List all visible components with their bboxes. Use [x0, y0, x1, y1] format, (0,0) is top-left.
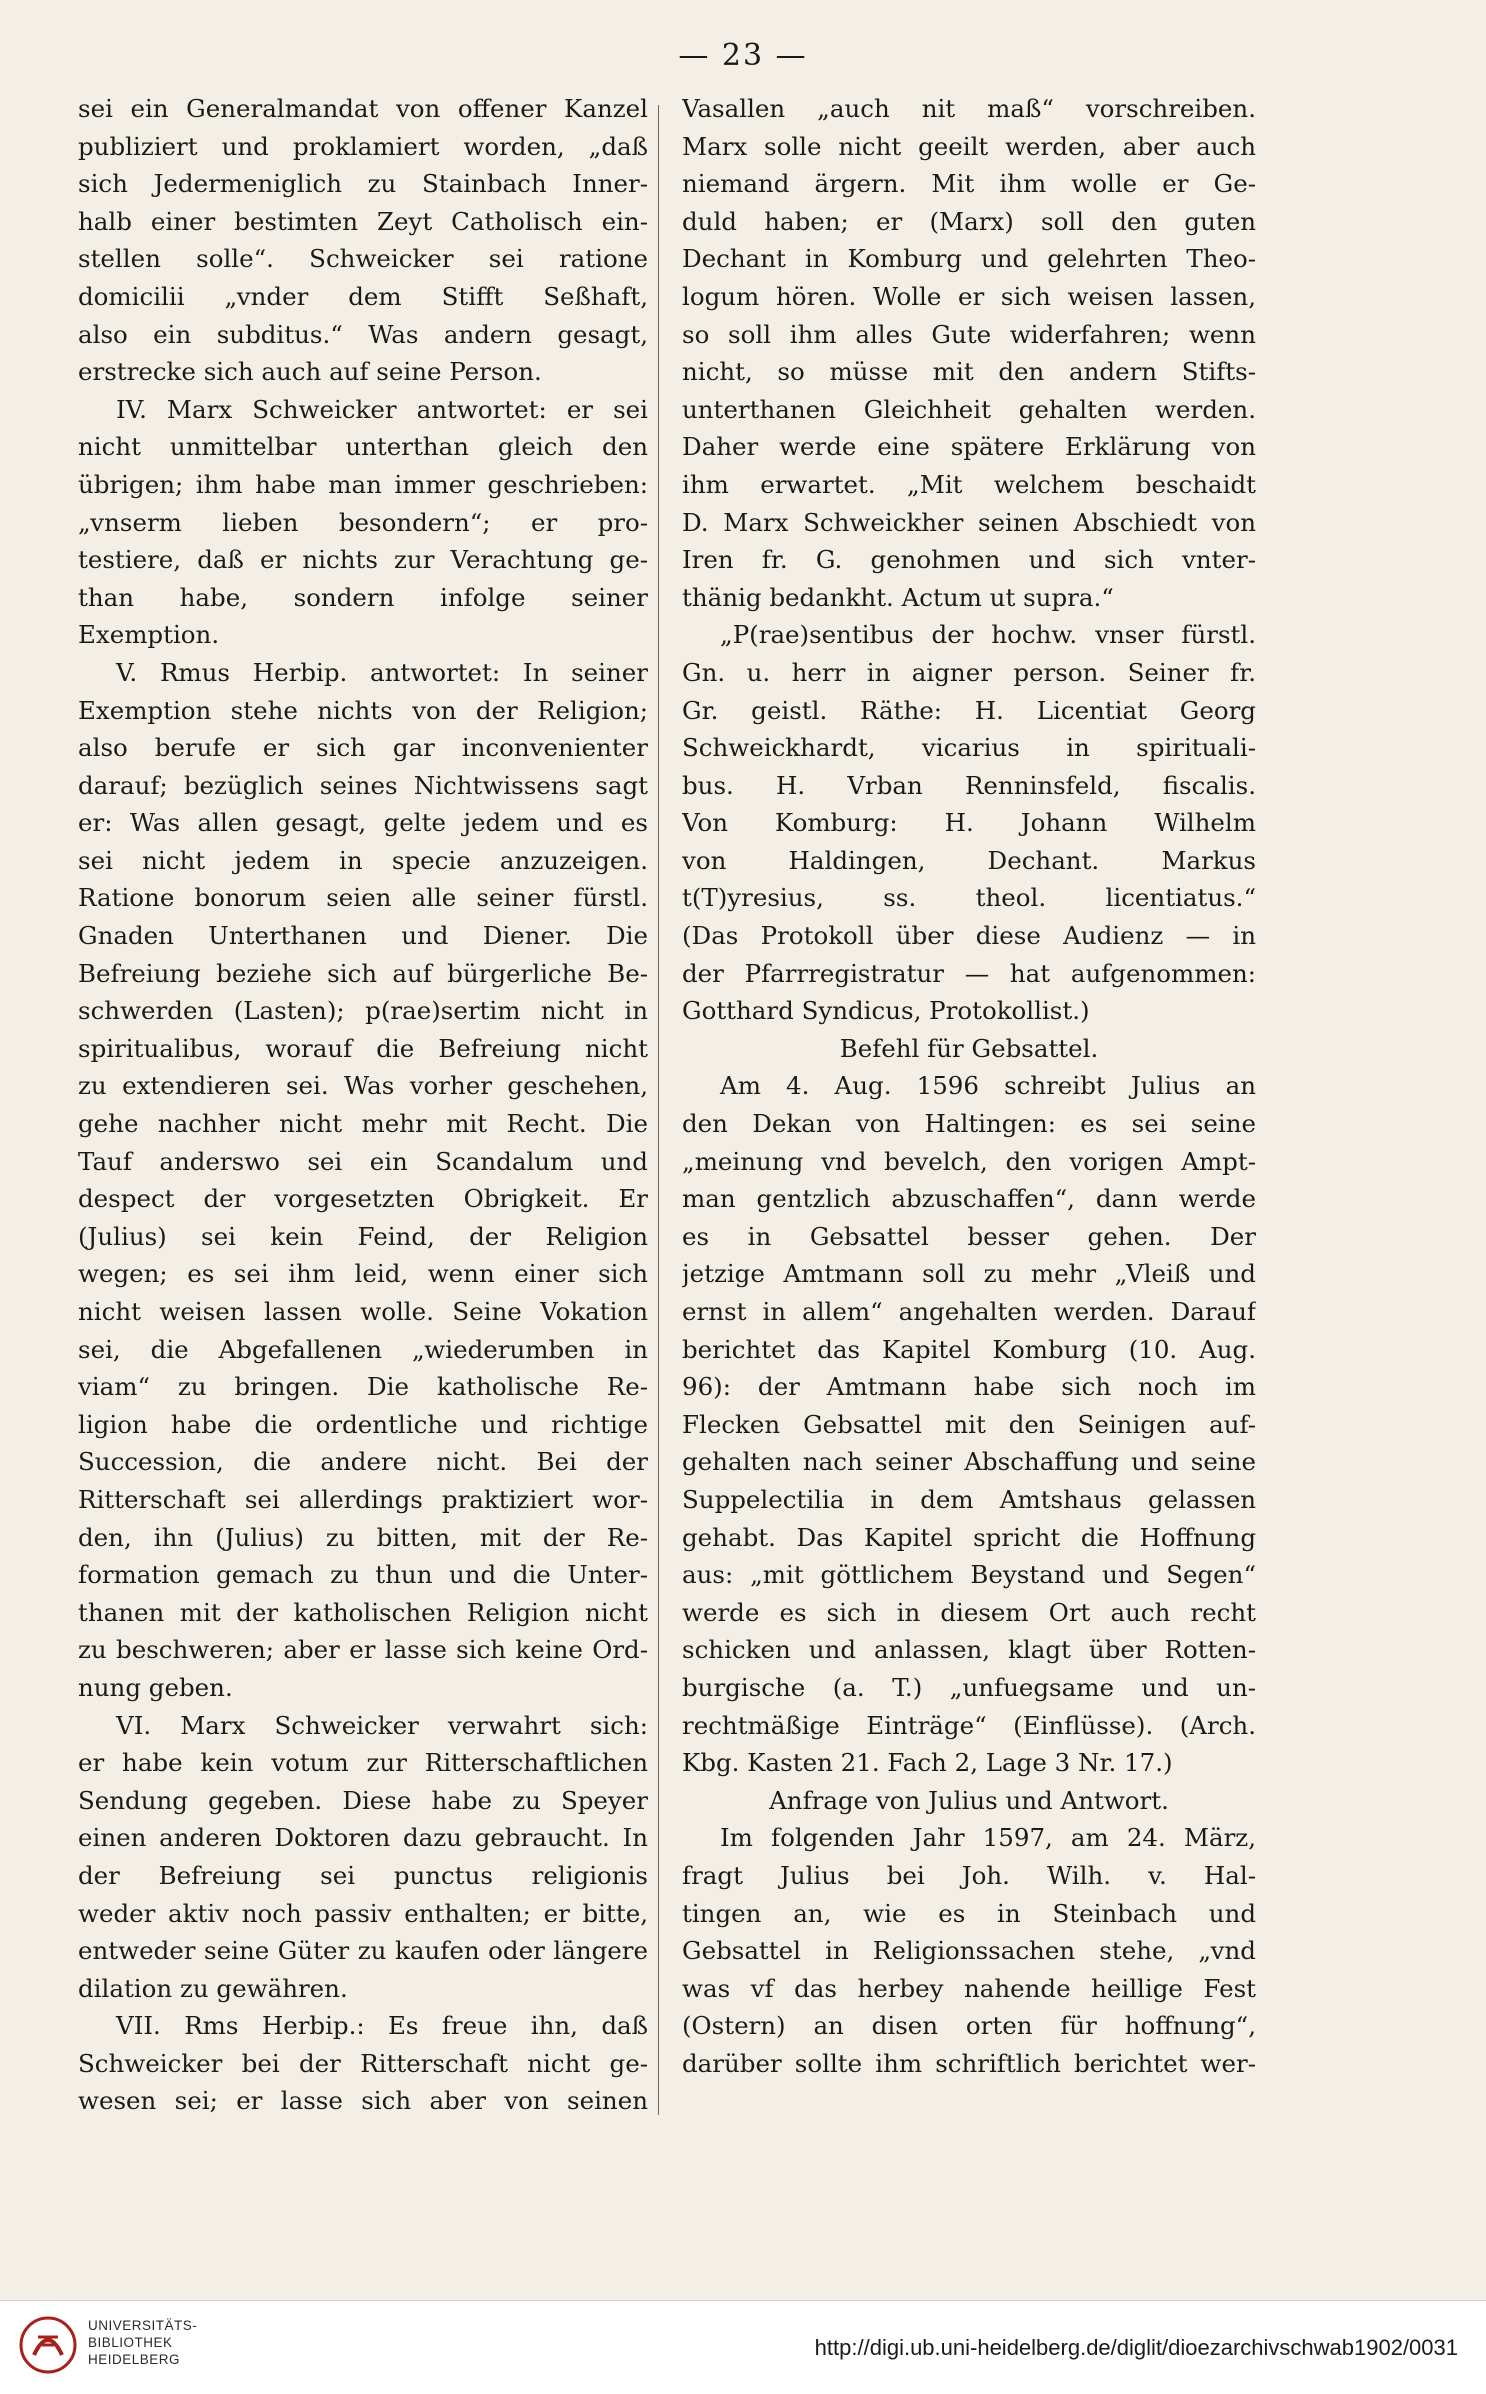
text-line: es in Gebsattel besser gehen. Der — [682, 1221, 1256, 1251]
institution-line: HEIDELBERG — [88, 2352, 181, 2367]
text-line: Befreiung beziehe sich auf bürgerliche Be- — [78, 958, 648, 988]
text-line: er: Was allen gesagt, gelte jedem und es — [78, 808, 648, 838]
text-line: den, ihn (Julius) zu bitten, mit der Re- — [78, 1522, 648, 1552]
text-line: nicht, so müsse mit den andern Stifts- — [682, 357, 1256, 387]
text-line: V. Rmus Herbip. antwortet: In seiner — [116, 657, 648, 687]
text-line: duld haben; er (Marx) soll den guten — [682, 206, 1256, 236]
text-line: burgische (a. T.) „unfuegsame und un- — [682, 1672, 1256, 1702]
text-line: „meinung vnd bevelch, den vorigen Ampt- — [682, 1146, 1256, 1176]
text-line: unterthanen Gleichheit gehalten werden. — [682, 394, 1256, 424]
text-line: weder aktiv noch passiv enthalten; er bitte, — [78, 1898, 648, 1928]
text-line: von Haldingen, Dechant. Markus — [682, 845, 1256, 875]
institution-line: BIBLIOTHEK — [88, 2335, 173, 2350]
source-url[interactable]: http://digi.ub.uni-heidelberg.de/diglit/dioezarchivschwab1902/0031 — [814, 2335, 1458, 2360]
text-line: darauf; bezüglich seines Nichtwissens sagt — [78, 770, 648, 800]
text-line: „vnserm lieben besondern“; er pro- — [78, 507, 648, 537]
text-line: Exemption. — [78, 620, 220, 650]
text-line: Am 4. Aug. 1596 schreibt Julius an — [720, 1071, 1256, 1101]
text-line: ihm erwartet. „Mit welchem beschaidt — [682, 469, 1256, 499]
text-line: Ratione bonorum seien alle seiner fürstl. — [78, 883, 648, 913]
text-line: Im folgenden Jahr 1597, am 24. März, — [720, 1823, 1256, 1853]
text-line: Gebsattel in Religionssachen stehe, „vnd — [682, 1936, 1256, 1966]
text-line: gehe nachher nicht mehr mit Recht. Die — [78, 1109, 648, 1139]
text-line: Gnaden Unterthanen und Diener. Die — [78, 921, 648, 951]
text-line: einen anderen Doktoren dazu gebraucht. In — [78, 1823, 648, 1853]
library-logo-icon — [18, 2315, 78, 2375]
text-line: thanen mit der katholischen Religion nicht — [78, 1597, 648, 1627]
text-line: so soll ihm alles Gute widerfahren; wenn — [682, 319, 1256, 349]
text-line: despect der vorgesetzten Obrigkeit. Er — [78, 1184, 648, 1214]
text-line: Marx solle nicht geeilt werden, aber auch — [682, 131, 1256, 161]
text-line: tingen an, wie es in Steinbach und — [682, 1898, 1256, 1928]
text-line: entweder seine Güter zu kaufen oder längere — [78, 1936, 648, 1966]
text-line: Gn. u. herr in aigner person. Seiner fr. — [682, 657, 1256, 687]
text-line: logum hören. Wolle er sich weisen lassen, — [682, 281, 1256, 311]
text-line: Von Komburg: H. Johann Wilhelm — [682, 808, 1256, 838]
text-line: Gr. geistl. Räthe: H. Licentiat Georg — [682, 695, 1256, 725]
text-line: nicht weisen lassen wolle. Seine Vokation — [78, 1297, 648, 1326]
text-line: also ein subditus.“ Was andern gesagt, — [78, 319, 648, 349]
text-line: wegen; es sei ihm leid, wenn einer sich — [78, 1259, 648, 1289]
text-line: wesen sei; er lasse sich aber von seinen — [78, 2086, 648, 2116]
text-line: Sendung gegeben. Diese habe zu Speyer — [78, 1785, 648, 1815]
text-line: jetzige Amtmann soll zu mehr „Vleiß und — [682, 1259, 1256, 1289]
text-line: than habe, sondern infolge seiner — [78, 582, 648, 612]
column-divider — [658, 105, 659, 2115]
text-line: testiere, daß er nichts zur Verachtung ge- — [78, 545, 648, 575]
text-line: schwerden (Lasten); p(rae)sertim nicht in — [78, 996, 648, 1026]
text-line: berichtet das Kapitel Komburg (10. Aug. — [682, 1334, 1256, 1364]
institution-name — [88, 2317, 197, 2368]
text-line: fragt Julius bei Joh. Wilh. v. Hal- — [682, 1860, 1256, 1890]
text-line: niemand ärgern. Mit ihm wolle er Ge- — [682, 169, 1256, 199]
text-line: sich Jedermeniglich zu Stainbach Inner- — [78, 169, 648, 199]
text-line: domicilii „vnder dem Stifft Seßhaft, — [78, 281, 648, 311]
text-line: formation gemach zu thun und die Unter- — [78, 1560, 648, 1590]
text-line: er habe kein votum zur Ritterschaftlichen — [78, 1748, 648, 1778]
text-line: Suppelectilia in dem Amtshaus gelassen — [682, 1484, 1256, 1514]
text-line: publiziert und proklamiert worden, „daß — [78, 131, 648, 161]
text-line: Gotthard Syndicus, Protokollist.) — [682, 996, 1090, 1026]
text-line: gehalten nach seiner Abschaffung und seine — [682, 1447, 1256, 1477]
text-line: Daher werde eine spätere Erklärung von — [682, 432, 1256, 462]
right-column — [682, 90, 1256, 2082]
text-line: t(T)yresius, ss. theol. licentiatus.“ — [682, 883, 1256, 913]
text-line: rechtmäßige Einträge“ (Einflüsse). (Arch. — [682, 1710, 1256, 1740]
text-line: IV. Marx Schweicker antwortet: er sei — [116, 394, 648, 424]
text-line: aus: „mit göttlichem Beystand und Segen“ — [682, 1560, 1256, 1590]
text-line: VII. Rms Herbip.: Es freue ihn, daß — [116, 2011, 648, 2041]
text-line: man gentzlich abzuschaffen“, dann werde — [682, 1184, 1256, 1214]
text-line: halb einer bestimten Zeyt Catholisch ein- — [78, 206, 648, 236]
text-line: erstrecke sich auch auf seine Person. — [78, 357, 542, 387]
text-line: Vasallen „auch nit maß“ vorschreiben. — [682, 94, 1256, 123]
text-line: viam“ zu bringen. Die katholische Re- — [78, 1372, 648, 1402]
text-line: Flecken Gebsattel mit den Seinigen auf- — [682, 1409, 1256, 1439]
text-line: „P(rae)sentibus der hochw. vnser fürstl. — [720, 620, 1256, 650]
text-line: der Pfarrregistratur — hat aufgenommen: — [682, 958, 1256, 988]
text-line: zu beschweren; aber er lasse sich keine Ord- — [78, 1635, 648, 1665]
text-line: übrigen; ihm habe man immer geschrieben: — [78, 469, 648, 499]
text-line: Schweickhardt, vicarius in spirituali- — [682, 733, 1256, 763]
text-line: werde es sich in diesem Ort auch recht — [682, 1597, 1256, 1627]
text-line: also berufe er sich gar inconvenienter — [78, 733, 648, 763]
text-line: sei nicht jedem in specie anzuzeigen. — [78, 845, 648, 875]
text-line: VI. Marx Schweicker verwahrt sich: — [116, 1710, 648, 1740]
text-line: (Das Protokoll über diese Audienz — in — [682, 921, 1256, 951]
text-line: bus. H. Vrban Renninsfeld, fiscalis. — [682, 770, 1256, 800]
text-line: was vf das herbey nahende heillige Fest — [682, 1973, 1256, 2003]
left-column — [78, 90, 648, 2120]
text-line: thänig bedankht. Actum ut supra.“ — [682, 582, 1114, 612]
text-line: dilation zu gewähren. — [78, 1973, 348, 2003]
text-line: Iren fr. G. genohmen und sich vnter- — [682, 545, 1256, 575]
section-heading: Anfrage von Julius und Antwort. — [769, 1785, 1169, 1815]
text-line: D. Marx Schweickher seinen Abschiedt von — [682, 507, 1256, 537]
text-line: spiritualibus, worauf die Befreiung nicht — [78, 1033, 648, 1063]
text-line: (Julius) sei kein Feind, der Religion — [78, 1221, 648, 1251]
text-line: ernst in allem“ angehalten werden. Darauf — [682, 1297, 1256, 1326]
text-line: 96): der Amtmann habe sich noch im — [682, 1372, 1256, 1402]
text-line: nung geben. — [78, 1672, 233, 1702]
text-line: den Dekan von Haltingen: es sei seine — [682, 1109, 1256, 1139]
institution-line: UNIVERSITÄTS- — [88, 2318, 198, 2333]
text-line: der Befreiung sei punctus religionis — [78, 1860, 648, 1890]
text-line: gehabt. Das Kapitel spricht die Hoffnung — [682, 1522, 1256, 1552]
text-line: darüber sollte ihm schriftlich berichtet wer- — [682, 2048, 1256, 2078]
text-line: Kbg. Kasten 21. Fach 2, Lage 3 Nr. 17.) — [682, 1748, 1173, 1778]
text-line: schicken und anlassen, klagt über Rotten- — [682, 1635, 1256, 1665]
text-line: sei ein Generalmandat von offener Kanzel — [78, 94, 648, 123]
text-line: (Ostern) an disen orten für hoffnung“, — [682, 2011, 1256, 2041]
text-line: zu extendieren sei. Was vorher geschehen, — [78, 1071, 648, 1101]
text-line: Schweicker bei der Ritterschaft nicht ge- — [78, 2048, 648, 2078]
text-line: ligion habe die ordentliche und richtige — [78, 1409, 648, 1439]
footer-bar — [0, 2300, 1486, 2394]
section-heading: Befehl für Gebsattel. — [839, 1033, 1099, 1063]
text-line: sei, die Abgefallenen „wiederumben in — [78, 1334, 648, 1364]
text-line: Exemption stehe nichts von der Religion; — [78, 695, 648, 725]
text-line: nicht unmittelbar unterthan gleich den — [78, 432, 648, 462]
text-line: Succession, die andere nicht. Bei der — [78, 1447, 648, 1477]
page-number: — 23 — — [678, 38, 808, 73]
text-line: Tauf anderswo sei ein Scandalum und — [78, 1146, 648, 1176]
text-line: Dechant in Komburg und gelehrten Theo- — [682, 244, 1256, 274]
text-line: stellen solle“. Schweicker sei ratione — [78, 244, 648, 274]
text-line: Ritterschaft sei allerdings praktiziert wor- — [78, 1484, 648, 1514]
